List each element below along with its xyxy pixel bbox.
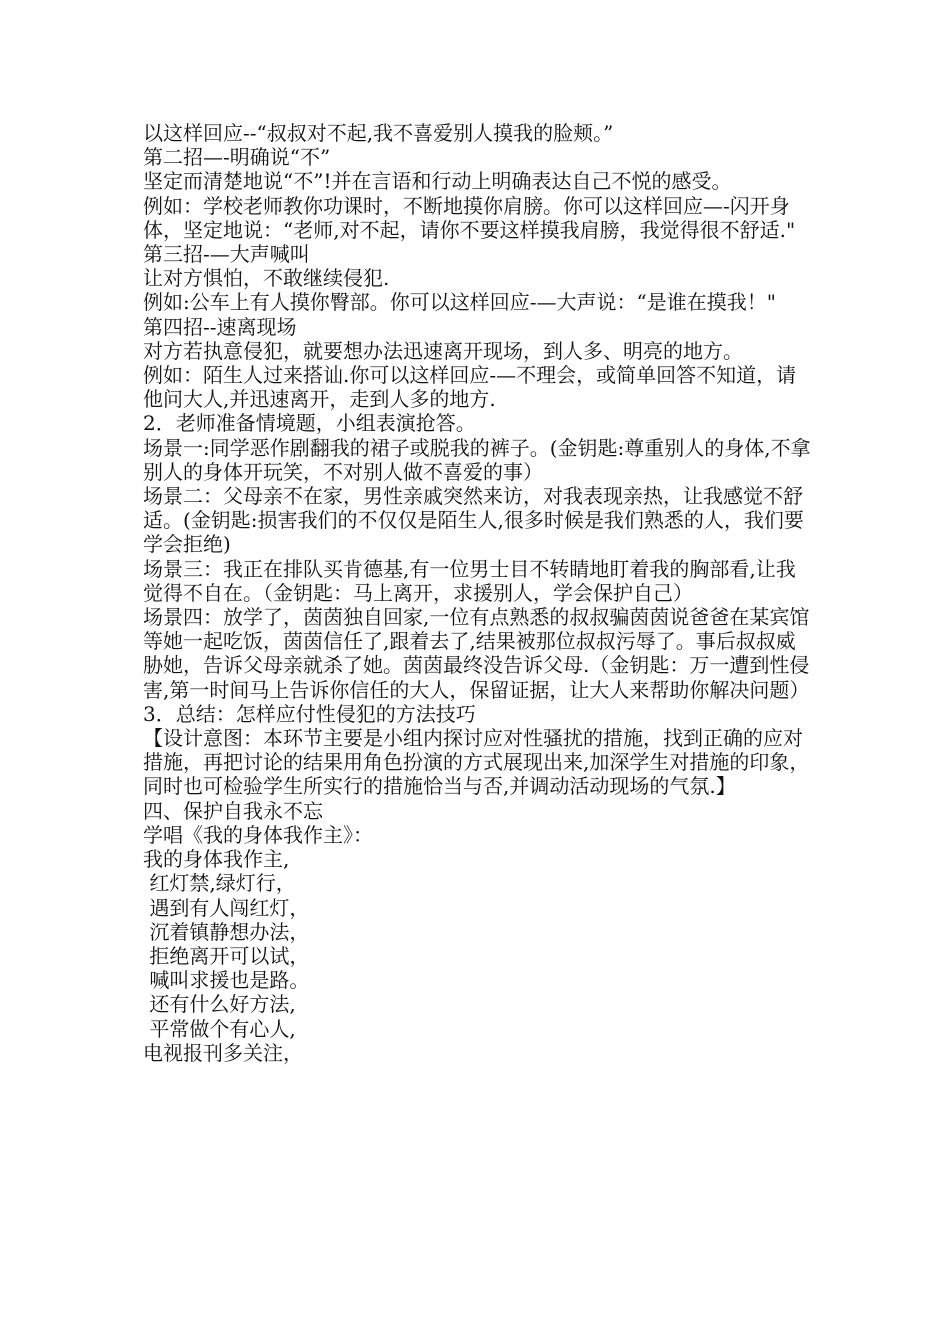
heading-scenario-quiz: 2．老师准备情境题，小组表演抢答。: [143, 411, 476, 436]
song-line: 还有什么好方法,: [143, 992, 296, 1017]
song-line: 红灯禁,绿灯行，: [143, 871, 296, 896]
song-line: 遇到有人闯红灯，: [143, 895, 310, 920]
document-body: [143, 121, 811, 1065]
paragraph-say-no: 坚定而清楚地说“不”!并在言语和行动上明确表达自己不悦的感受。: [143, 169, 732, 194]
heading-tip-four: 第四招--速离现场: [143, 314, 297, 339]
song-line: 我的身体我作主,: [143, 847, 290, 872]
song-line: 喊叫求援也是路。: [143, 968, 310, 993]
song-line: 电视报刊多关注，: [143, 1040, 303, 1065]
paragraph-scenario-three: 场景三：我正在排队买肯德基,有一位男士目不转睛地盯着我的胸部看,让我觉得不自在。（金钥匙：马上离开，求援别人，学会保护自己）: [143, 556, 796, 605]
song-line: 平常做个有心人,: [143, 1016, 296, 1041]
paragraph-scenario-one: 场景一:同学恶作剧翻我的裙子或脱我的裤子。(金钥匙:尊重别人的身体,不拿别人的身体开玩笑，不对别人做不喜爱的事）: [143, 435, 811, 484]
paragraph-response-uncle: 以这样回应--“叔叔对不起,我不喜爱别人摸我的脸颊。”: [143, 121, 614, 145]
paragraph-example-stranger: 例如：陌生人过来搭讪.你可以这样回应-—不理会，或简单回答不知道，请他问大人,并迅速离开，走到人多的地方.: [143, 363, 797, 412]
song-line: 沉着镇静想办法，: [143, 919, 310, 944]
paragraph-example-bus: 例如:公车上有人摸你臀部。你可以这样回应-—大声说：“是谁在摸我！": [143, 290, 776, 315]
paragraph-leave-quickly: 对方若执意侵犯，就要想办法迅速离开现场，到人多、明亮的地方。: [143, 338, 743, 363]
paragraph-scenario-four: 场景四：放学了，茵茵独自回家,一位有点熟悉的叔叔骗茵茵说爸爸在某宾馆等她一起吃饭，茵茵信任了,跟着去了,结果被那位叔叔污辱了。事后叔叔威胁她，告诉父母亲就杀了她。茵茵最终没告诉父母.（金钥匙：万一遭到性侵害,第一时间马上告诉你信任的大人，保留证据，让大人来帮助你解决问题）: [143, 605, 810, 702]
paragraph-scenario-two: 场景二：父母亲不在家，男性亲戚突然来访，对我表现亲热，让我感觉不舒适。(金钥匙:损害我们的不仅仅是陌生人,很多时候是我们熟悉的人，我们要学会拒绝): [143, 484, 804, 557]
paragraph-example-teacher: 例如：学校老师教你功课时，不断地摸你肩膀。你可以这样回应—-闪开身体，坚定地说：“老师,对不起，请你不要这样摸我肩膀，我觉得很不舒适.": [143, 193, 796, 242]
paragraph-scare-off: 让对方惧怕，不敢继续侵犯.: [143, 266, 390, 291]
paragraph-song-intro: 学唱《我的身体我作主》：: [143, 822, 373, 847]
heading-tip-two: 第二招—-明确说“不”: [143, 145, 331, 170]
heading-section-four: 四、保护自我永不忘: [143, 798, 323, 823]
song-line: 拒绝离开可以试，: [143, 943, 310, 968]
heading-tip-three: 第三招-—大声喊叫: [143, 242, 310, 267]
paragraph-design-intent: 【设计意图：本环节主要是小组内探讨应对性骚扰的措施，找到正确的应对措施，再把讨论的结果用角色扮演的方式展现出来,加深学生对措施的印象，同时也可检验学生所实行的措施恰当与否,并调动活动现场的气氛.】: [143, 726, 810, 799]
heading-summary: 3．总结：怎样应付性侵犯的方法技巧: [143, 701, 476, 726]
